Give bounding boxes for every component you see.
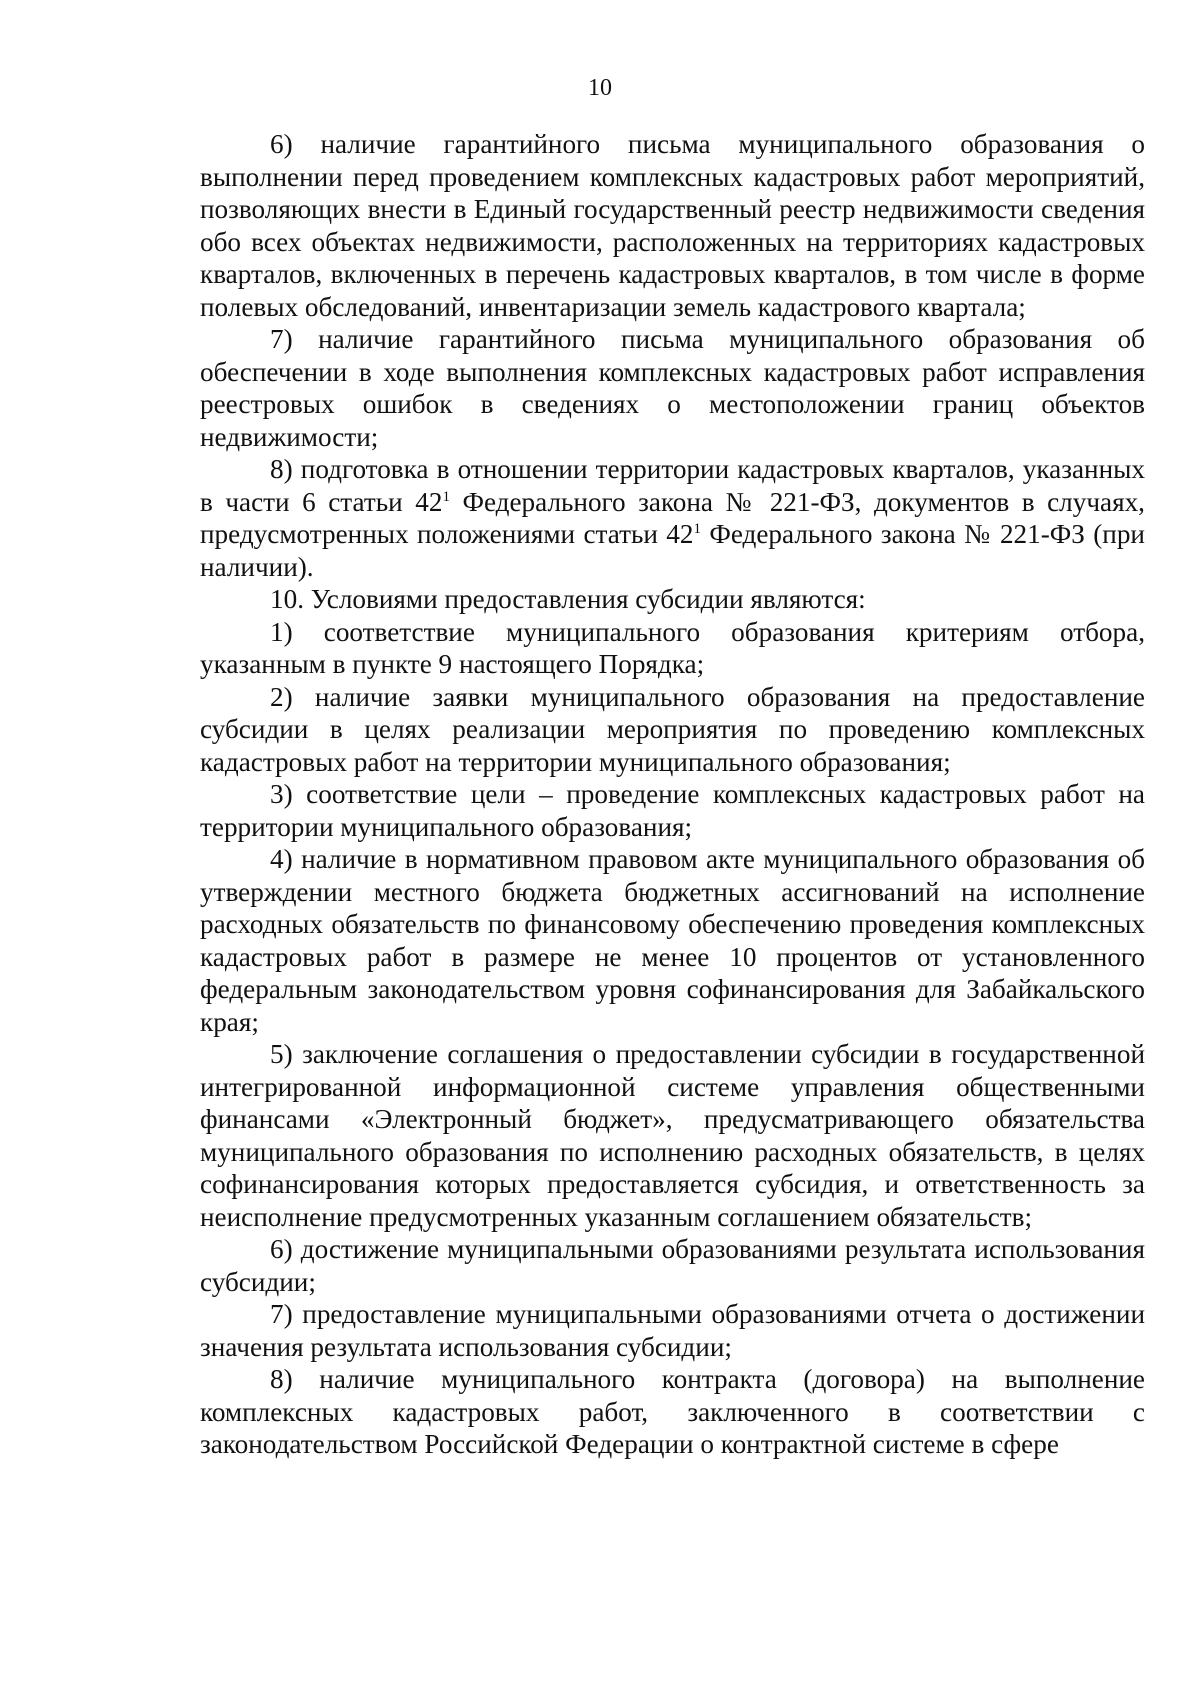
paragraph-clause-10 — [200, 583, 1145, 616]
text-run: 6) наличие гарантийного письма муниципального образования о выполнении перед проведением комплексных кадастровых работ мероприятий, позволяющих внести в Единый государственный реестр недвижимости сведения обо всех объектах недвижимости, расположенных на территориях кадастровых кварталов, включенных в перечень кадастровых кварталов, в том числе в форме полевых обследований, инвентаризации земель кадастрового квартала; — [200, 129, 1145, 322]
paragraph-crit-8 — [200, 453, 1145, 583]
paragraph-cond-1 — [200, 616, 1145, 681]
paragraph-cond-8 — [200, 1363, 1145, 1461]
superscript: 1 — [693, 521, 701, 537]
text-run: 8) наличие муниципального контракта (договора) на выполнение комплексных кадастровых работ, заключенного в соответствии с законодательством Российской Федерации о контрактной системе в сфере — [200, 1364, 1145, 1459]
text-run: 4) наличие в нормативном правовом акте муниципального образования об утверждении местного бюджета бюджетных ассигнований на исполнение расходных обязательств по финансовому обеспечению проведения комплексных кадастровых работ в размере не менее 10 процентов от установленного федеральным законодательством уровня софинансирования для Забайкальского края; — [200, 844, 1145, 1037]
paragraph-cond-7 — [200, 1298, 1145, 1363]
paragraph-cond-4 — [200, 843, 1145, 1038]
paragraph-cond-3 — [200, 778, 1145, 843]
paragraph-crit-6 — [200, 128, 1145, 323]
text-run: 8) подготовка в отношении территории кадастровых кварталов, указанных в части 6 статьи 42 — [200, 454, 1145, 517]
text-run: 7) предоставление муниципальными образованиями отчета о достижении значения результата использования субсидии; — [200, 1299, 1145, 1362]
text-run: 1) соответствие муниципального образования критериям отбора, указанным в пункте 9 настоящего Порядка; — [200, 616, 1145, 679]
superscript: 1 — [442, 488, 450, 505]
text-run: 7) наличие гарантийного письма муниципального образования об обеспечении в ходе выполнения комплексных кадастровых работ исправления реестровых ошибок в сведениях о местоположении границ объектов недвижимости; — [200, 324, 1145, 452]
text-run: Федерального закона № 221-ФЗ (при наличии). — [200, 519, 1145, 582]
text-run: 2) наличие заявки муниципального образования на предоставление субсидии в целях реализации мероприятия по проведению комплексных кадастровых работ на территории муниципального образования; — [200, 681, 1145, 777]
text-run: 10. Условиями предоставления субсидии являются: — [270, 584, 866, 614]
text-run: 6) достижение муниципальными образованиями результата использования субсидии; — [200, 1234, 1145, 1297]
paragraph-cond-6 — [200, 1233, 1145, 1298]
text-run: 3) соответствие цели – проведение комплексных кадастровых работ на территории муниципального образования; — [200, 779, 1145, 842]
paragraph-cond-2 — [200, 681, 1145, 779]
text-run: 5) заключение соглашения о предоставлении субсидии в государственной интегрированной информационной системе управления общественными финансами «Электронный бюджет», предусматривающего обязательства муниципального образования по исполнению расходных обязательств, в целях софинансирования которых предоставляется субсидия, и ответственность за неисполнение предусмотренных указанным соглашением обязательств; — [200, 1039, 1145, 1232]
paragraph-crit-7 — [200, 323, 1145, 453]
text-run: Федерального закона № 221-ФЗ, документов в случаях, предусмотренных положениями статьи 42 — [200, 486, 1145, 549]
document-body — [200, 128, 1145, 1461]
page-number: 10 — [588, 75, 612, 101]
paragraph-cond-5 — [200, 1038, 1145, 1233]
